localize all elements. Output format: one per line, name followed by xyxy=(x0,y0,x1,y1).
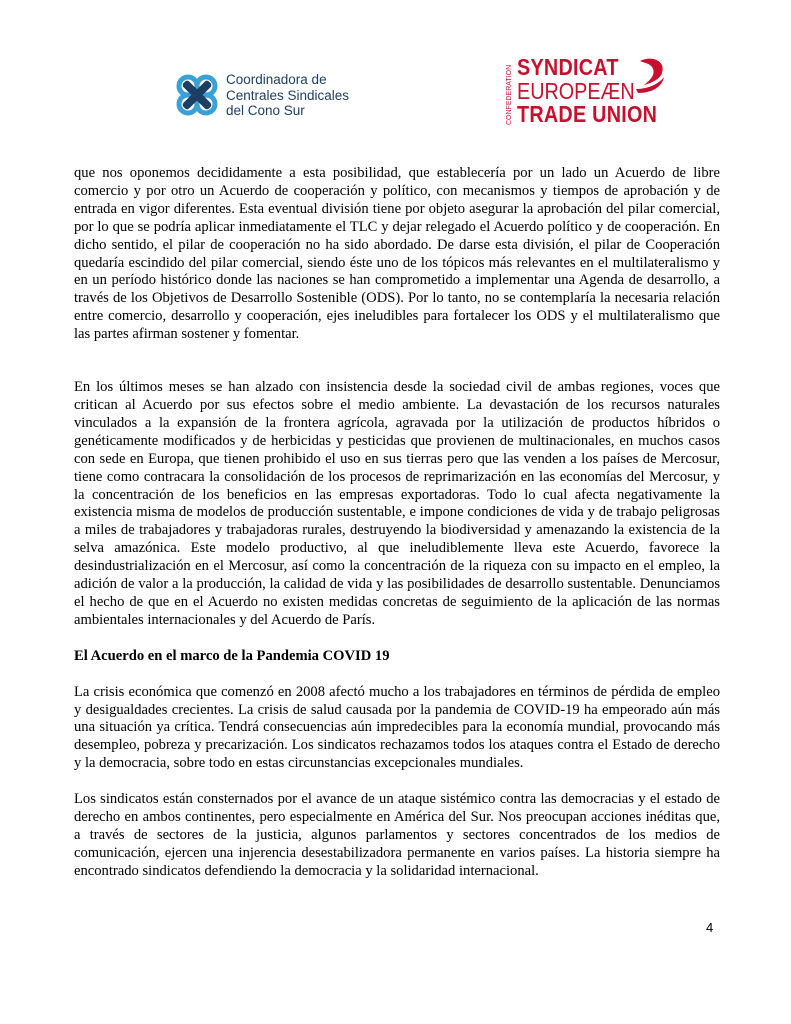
ccscs-line3: del Cono Sur xyxy=(226,103,305,118)
paragraph-4: Los sindicatos están consternados por el avance de un ataque sistémico contra las democracias y el estado de derecho en ambos continentes, pero especialmente en América del Sur. Nos preocupan acciones inéditas que, a través de sectores de la justicia, algunos parlamentos y sectores concentrados de los medios de comunicación, ejercen una injerencia desestabilizadora permanente en varios países. La historia siempre ha encontrado sindicatos defendiendo la democracia y la solidaridad internacional. xyxy=(74,791,720,879)
paragraph-2: En los últimos meses se han alzado con insistencia desde la sociedad civil de ambas regiones, voces que critican al Acuerdo por sus efectos sobre el medio ambiente. La devastación de los recursos naturales vinculados a la expansión de la frontera agrícola, agravada por la utilización de productos híbridos o genéticamente modificados y de herbicidas y pesticidas que provienen de multinacionales, en muchos casos con sede en Europa, que tienen prohibido el uso en sus tierras pero que las venden a los países de Mercosur, tiene como contracara la consolidación de los procesos de reprimarización en las economías del Mercosur, y la concentración de los beneficios en las empresas exportadoras. Todo lo cual afecta negativamente la existencia misma de modelos de producción sustentable, e impone condiciones de vida y de trabajo peligrosas a miles de trabajadores y trabajadoras rurales, destruyendo la biodiversidad y amenazando la existencia de la selva amazónica. Este modelo productivo, al que ineludiblemente lleva este Acuerdo, favorece la desindustrialización en el Mercosur, así como la concentración de la riqueza con su impacto en el empleo, la adición de valor a la producción, la calidad de vida y las posibilidades de desarrollo sustentable. Denunciamos el hecho de que en el Acuerdo no existen medidas concretas de seguimiento de la aplicación de las normas ambientales internacionales y del Acuerdo de París. xyxy=(74,379,720,628)
etuc-line3: TRADE UNION xyxy=(517,101,658,127)
paragraph-3: La crisis económica que comenzó en 2008 afectó mucho a los trabajadores en términos de pérdida de empleo y desigualdades crecientes. La crisis de salud causada por la pandemia de COVID-19 ha empeorado aún más una situación ya crítica. Tendrá consecuencias aún impredecibles para la economía mundial, provocando más desempleo, pobreza y precarización. Los sindicatos rechazamos todos los ataques contra el Estado de derecho y la democracia, sobre todo en estas circunstancias excepcionales mundiales. xyxy=(74,683,720,772)
section-heading: El Acuerdo en el marco de la Pandemia COVID 19 xyxy=(74,647,390,664)
etuc-swoosh-icon xyxy=(634,55,668,95)
ccscs-line1: Coordinadora de xyxy=(226,72,327,87)
page-number: 4 xyxy=(706,920,714,935)
etuc-line1: SYNDICAT xyxy=(517,54,619,80)
etuc-logo xyxy=(502,53,672,129)
ccscs-logo xyxy=(174,70,374,126)
paragraph-1: que nos oponemos decididamente a esta posibilidad, que establecería por un lado un Acuerdo de libre comercio y por otro un Acuerdo de cooperación y político, con mecanismos y tiempos de aprobación y de entrada en vigor diferentes. Esta eventual división tiene por objeto asegurar la aprobación del pilar comercial, por lo que se podría aplicar inmediatamente el TLC y dejar relegado el Acuerdo político y de cooperación. En dicho sentido, el pilar de cooperación no ha sido abordado. De darse esta división, el pilar de Cooperación quedaría escindido del pilar comercial, siendo éste uno de los tópicos más relevantes en el multilateralismo y en un período histórico donde las naciones se han comprometido a implementar una Agenda de desarrollo, a través de los Objetivos de Desarrollo Sostenible (ODS). Por lo tanto, no se contemplaría la necesaria relación entre comercio, desarrollo y cooperación, ejes ineludibles para fortalecer los ODS y el multilateralismo que las partes afirman sostener y fomentar. xyxy=(74,165,720,343)
etuc-vertical-label xyxy=(502,59,514,125)
ccscs-cross-icon xyxy=(174,72,220,118)
etuc-line2: EUROPEÆN xyxy=(517,78,635,104)
document-body xyxy=(74,165,720,881)
ccscs-line2: Centrales Sindicales xyxy=(226,87,350,103)
svg-text:CONFEDERATION: CONFEDERATION xyxy=(506,64,513,125)
ccscs-logo-text xyxy=(226,72,349,119)
